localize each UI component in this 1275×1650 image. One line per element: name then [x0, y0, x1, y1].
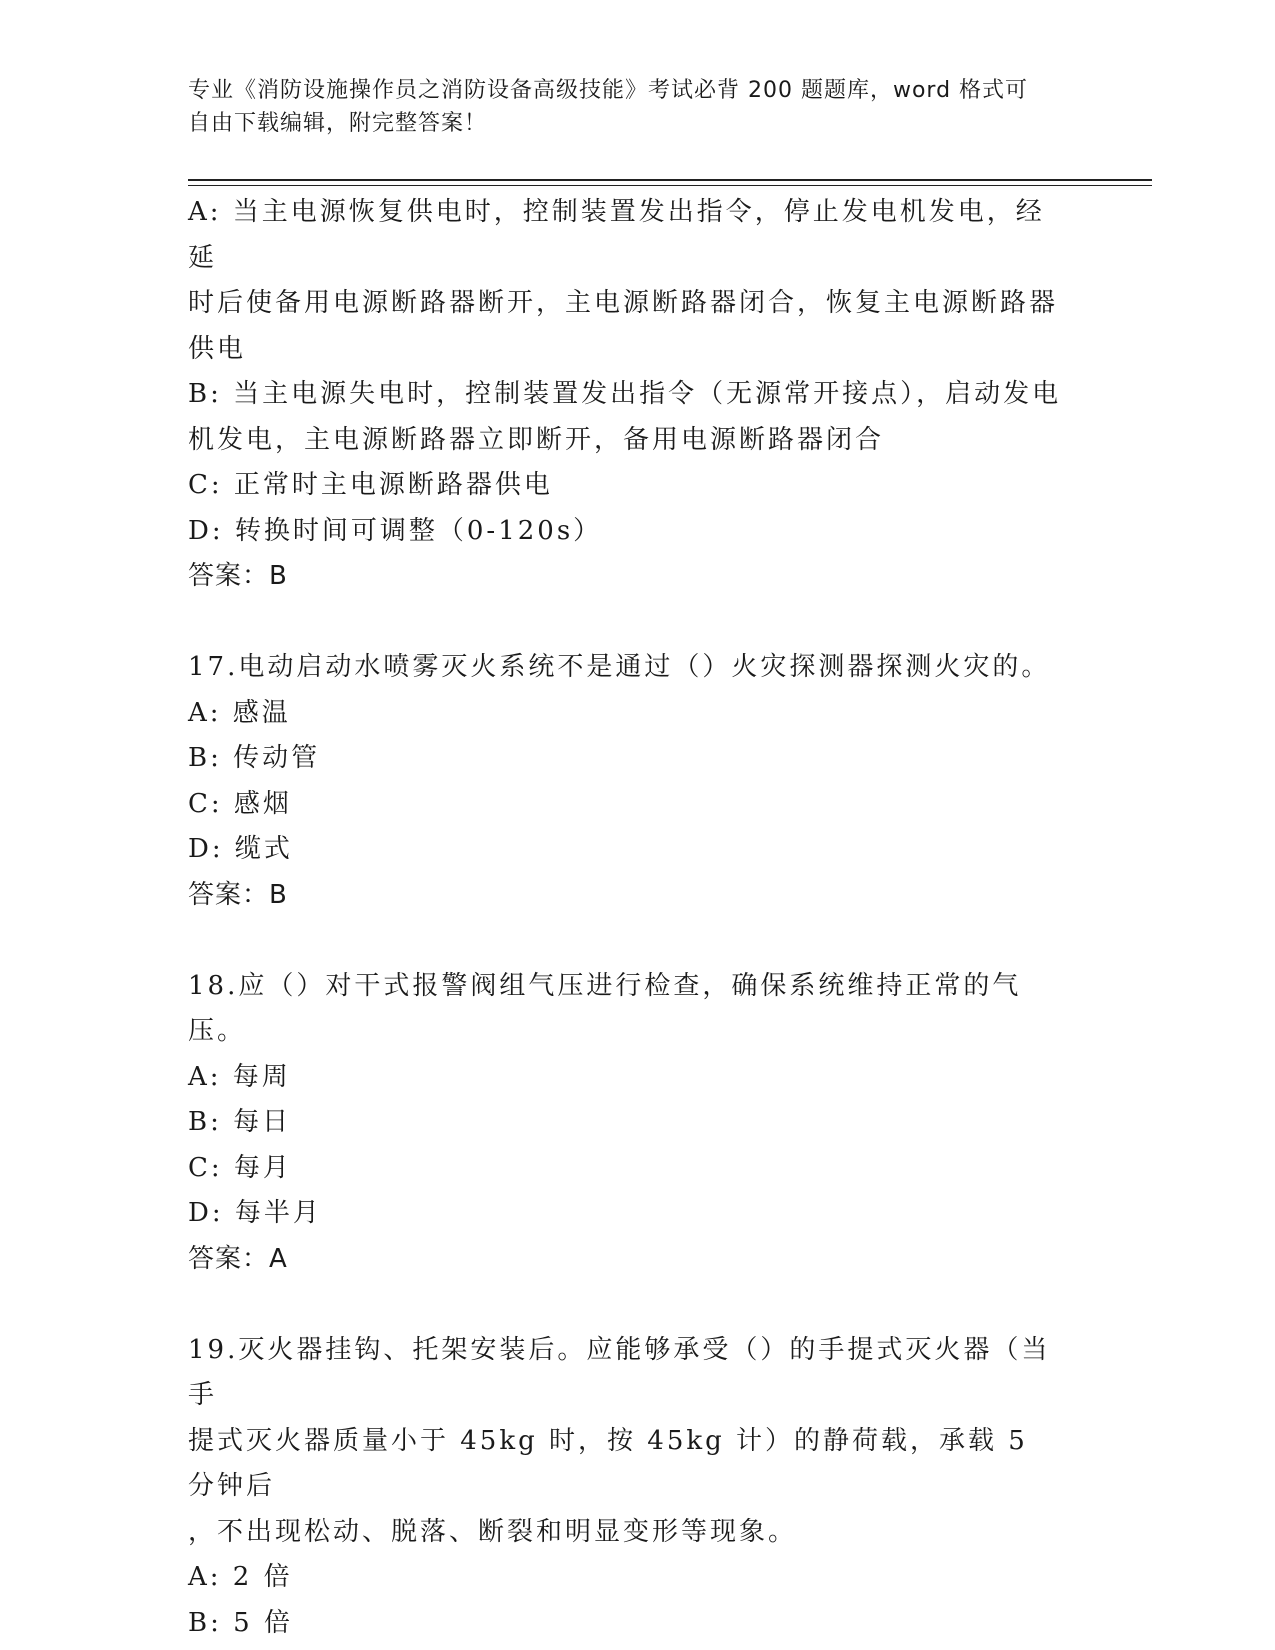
question-18-block	[188, 964, 1068, 1283]
question-text: 17.电动启动水喷雾灭火系统不是通过（）火灾探测器探测火灾的。	[188, 652, 1051, 682]
question-text-line-2: 提式灭火器质量小于 45kg 时，按 45kg 计）的静荷载，承载 5 分钟后	[188, 1425, 1040, 1501]
option-a: A: 感温	[188, 697, 291, 728]
option-a-line-3: 供电	[188, 333, 247, 364]
spacer	[188, 918, 1068, 964]
spacer	[188, 600, 1068, 646]
header-divider-thin	[188, 185, 1152, 186]
option-d: D: 转换时间可调整（0-120s）	[188, 515, 603, 546]
question-16-block	[188, 190, 1068, 600]
answer-label: 答案：A	[188, 1243, 288, 1274]
option-b: B: 5 倍	[188, 1607, 293, 1638]
option-c: C: 感烟	[188, 788, 292, 819]
spacer	[188, 1282, 1068, 1328]
option-a-line-2: 时后使备用电源断路器断开，主电源断路器闭合，恢复主电源断路器	[188, 288, 1059, 318]
header-divider-thick	[188, 179, 1152, 181]
document-header	[188, 74, 1068, 140]
option-a-line-1: A: 当主电源恢复供电时，控制装置发出指令，停止发电机发电，经延	[188, 197, 1045, 273]
header-title-line-1: 专业《消防设施操作员之消防设备高级技能》考试必背 200 题题库，word 格式可	[188, 78, 1029, 103]
option-d: D: 每半月	[188, 1198, 322, 1228]
question-17-block	[188, 645, 1068, 918]
question-19-block	[188, 1328, 1068, 1647]
option-a: A: 每周	[188, 1061, 291, 1092]
answer-label: 答案：B	[188, 561, 288, 591]
option-c: C: 正常时主电源断路器供电	[188, 470, 553, 500]
question-text-line-1: 19.灭火器挂钩、托架安装后。应能够承受（）的手提式灭火器（当手	[188, 1334, 1051, 1410]
option-b: B: 每日	[188, 1107, 292, 1137]
answer-label: 答案：B	[188, 879, 288, 910]
question-text-line-3: ，不出现松动、脱落、断裂和明显变形等现象。	[188, 1516, 798, 1547]
option-b-line-2: 机发电，主电源断路器立即断开，备用电源断路器闭合	[188, 424, 885, 455]
question-text: 18.应（）对干式报警阀组气压进行检查，确保系统维持正常的气压。	[188, 970, 1022, 1046]
option-b: B: 传动管	[188, 743, 321, 773]
option-a: A: 2 倍	[188, 1562, 293, 1592]
document-body	[188, 190, 1068, 1646]
option-c: C: 每月	[188, 1152, 292, 1183]
option-d: D: 缆式	[188, 834, 293, 864]
header-title-line-2: 自由下载编辑，附完整答案！	[188, 111, 488, 136]
option-b-line-1: B: 当主电源失电时，控制装置发出指令（无源常开接点），启动发电	[188, 379, 1062, 409]
